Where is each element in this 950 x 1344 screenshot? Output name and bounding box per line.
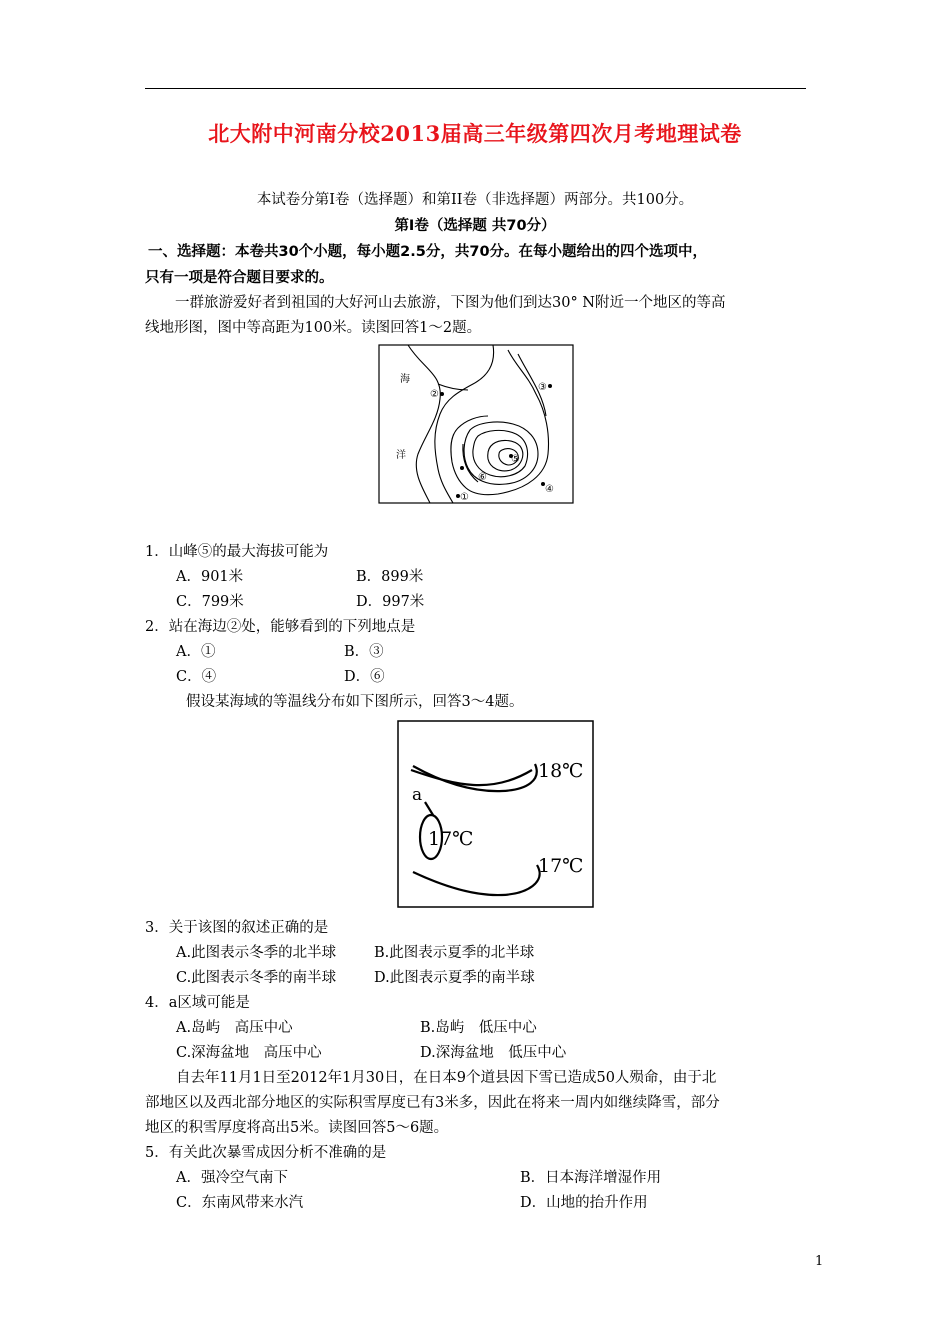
map1-point-4: ④ (545, 484, 554, 495)
q4-option-a: A.岛屿 高压中心 (176, 1020, 293, 1036)
q5-option-b: B．日本海洋增湿作用 (520, 1170, 662, 1186)
header-rule (145, 88, 806, 89)
q4-option-c: C.深海盆地 高压中心 (176, 1045, 322, 1061)
q2-option-c: C．④ (176, 669, 217, 685)
isotherm-17-inner-label: 17℃ (428, 828, 474, 850)
q1-option-b: B．899米 (356, 569, 424, 585)
page-number: 1 (815, 1254, 824, 1269)
part1-heading: 第Ⅰ卷（选择题 共70分） (394, 218, 556, 234)
map1-point-2: ② (430, 389, 439, 400)
q4-option-d: D.深海盆地 低压中心 (420, 1045, 567, 1061)
passage2-text: 假设某海域的等温线分布如下图所示，回答3～4题。 (186, 694, 524, 710)
map1-point-5: ⑤ (511, 454, 520, 465)
q1-stem: 1．山峰⑤的最大海拔可能为 (145, 544, 329, 560)
q4-stem: 4．a区域可能是 (145, 995, 250, 1011)
q3-option-a: A.此图表示冬季的北半球 (176, 945, 337, 961)
map1-point-6: ⑥ (478, 472, 487, 483)
q2-option-a: A．① (176, 644, 216, 660)
page-title: 北大附中河南分校2013届高三年级第四次月考地理试卷 (208, 121, 742, 146)
q1-option-d: D．997米 (356, 594, 425, 610)
q3-option-c: C.此图表示冬季的南半球 (176, 970, 337, 986)
section-heading-line2: 只有一项是符合题目要求的。 (145, 270, 334, 286)
q4-option-b: B.岛屿 低压中心 (420, 1020, 537, 1036)
passage1-line2: 线地形图，图中等高距为100米。读图回答1～2题。 (145, 320, 482, 336)
passage3-line3: 地区的积雪厚度将高出5米。读图回答5～6题。 (145, 1120, 449, 1136)
q1-option-a: A．901米 (176, 569, 244, 585)
q3-option-d: D.此图表示夏季的南半球 (374, 970, 535, 986)
map1-point-3: ③ (538, 382, 547, 393)
region-a-label: a (412, 785, 423, 805)
passage3-line1: 自去年11月1日至2012年1月30日，在日本9个道县因下雪已造成50人殒命，由于北 (176, 1070, 717, 1086)
q2-option-b: B．③ (344, 644, 384, 660)
q1-option-c: C．799米 (176, 594, 244, 610)
q2-stem: 2．站在海边②处，能够看到的下列地点是 (145, 619, 416, 635)
q3-stem: 3．关于该图的叙述正确的是 (145, 920, 329, 936)
isotherm-18-label: 18℃ (538, 760, 584, 782)
isotherm-17-label: 17℃ (538, 855, 584, 877)
q5-option-a: A．强冷空气南下 (176, 1170, 288, 1186)
q2-option-d: D．⑥ (344, 669, 385, 685)
q5-option-d: D．山地的抬升作用 (520, 1195, 648, 1211)
map1-point-1: ① (460, 492, 469, 503)
q3-option-b: B.此图表示夏季的北半球 (374, 945, 535, 961)
q5-stem: 5．有关此次暴雪成因分析不准确的是 (145, 1145, 387, 1161)
map1-sea-label-2: 洋 (396, 450, 406, 461)
intro-text: 本试卷分第Ⅰ卷（选择题）和第II卷（非选择题）两部分。共100分。 (256, 192, 694, 208)
q5-option-c: C．东南风带来水汽 (176, 1195, 304, 1211)
map1-sea-label-1: 海 (400, 374, 410, 385)
passage1-line1: 一群旅游爱好者到祖国的大好河山去旅游，下图为他们到达30° N附近一个地区的等高 (175, 295, 726, 311)
section-heading-line1: 一、选择题：本卷共30个小题，每小题2.5分，共70分。在每小题给出的四个选项中， (148, 244, 708, 260)
isotherm-figure (397, 720, 594, 908)
contour-map-figure (378, 344, 574, 504)
passage3-line2: 部地区以及西北部分地区的实际积雪厚度已有3米多，因此在将来一周内如继续降雪，部分 (145, 1095, 720, 1111)
